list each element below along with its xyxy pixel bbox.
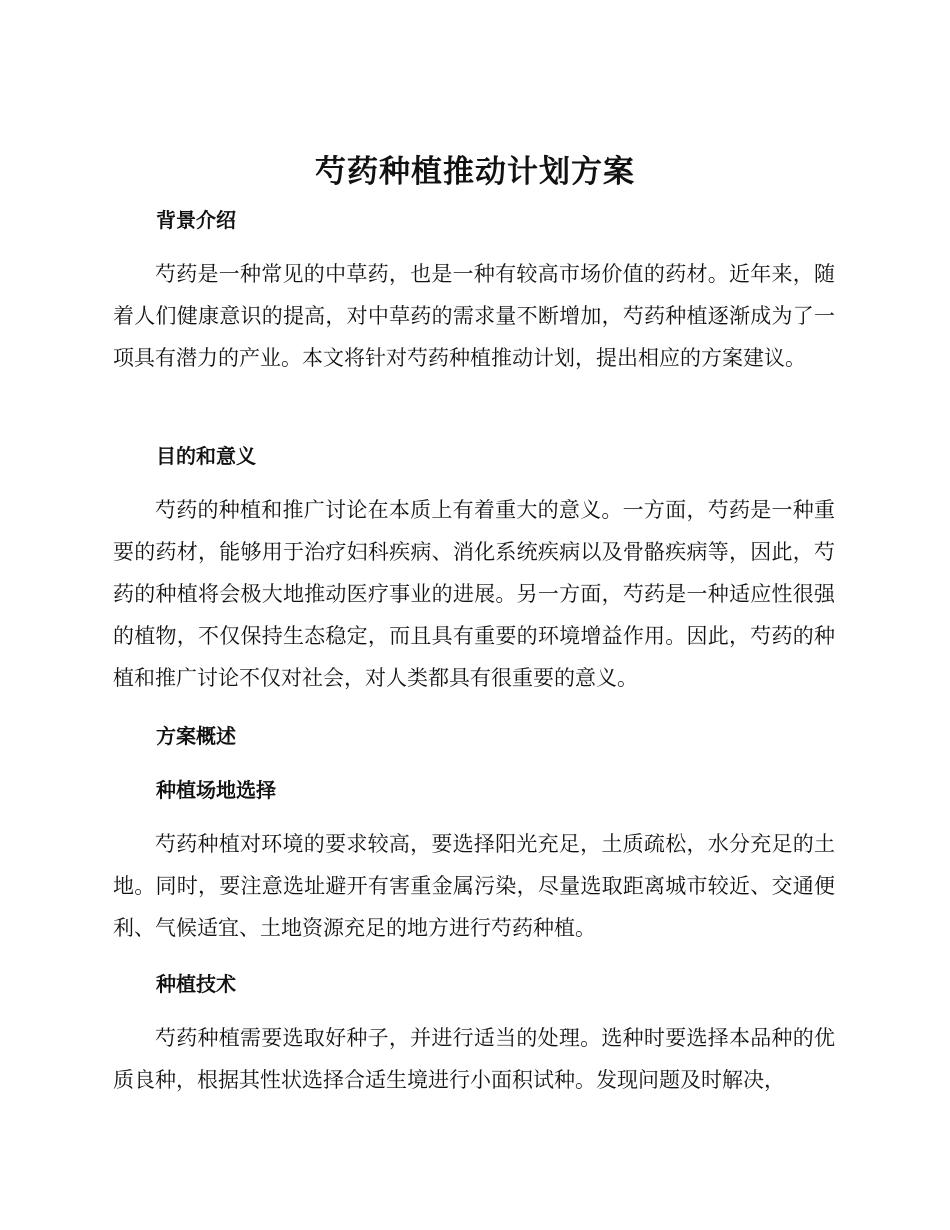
section-paragraph-site-selection: 芍药种植对环境的要求较高，要选择阳光充足，土质疏松，水分充足的土地。同时，要注意选址避开有害重金属污染，尽量选取距离城市较近、交通便利、气候适宜、土地资源充足的地方进行芍药种植。 — [113, 832, 835, 940]
section-heading-background: 背景介绍 — [156, 208, 236, 232]
section-heading-overview: 方案概述 — [156, 724, 236, 748]
section-heading-technique: 种植技术 — [156, 972, 236, 996]
section-paragraph-purpose: 芍药的种植和推广讨论在本质上有着重大的意义。一方面，芍药是一种重要的药材，能够用于治疗妇科疾病、消化系统疾病以及骨骼疾病等，因此，芍药的种植将会极大地推动医疗事业的进展。另一方面，芍药是一种适应性很强的植物，不仅保持生态稳定，而且具有重要的环境增益作用。因此，芍药的种植和推广讨论不仅对社会，对人类都具有很重要的意义。 — [113, 498, 835, 690]
document-title: 芍药种植推动计划方案 — [315, 154, 635, 190]
section-heading-site-selection: 种植场地选择 — [156, 778, 276, 802]
section-heading-purpose: 目的和意义 — [156, 444, 256, 468]
section-paragraph-technique: 芍药种植需要选取好种子，并进行适当的处理。选种时要选择本品种的优质良种，根据其性状选择合适生境进行小面积试种。发现问题及时解决， — [113, 1026, 835, 1092]
section-paragraph-background: 芍药是一种常见的中草药，也是一种有较高市场价值的药材。近年来，随着人们健康意识的提高，对中草药的需求量不断增加，芍药种植逐渐成为了一项具有潜力的产业。本文将针对芍药种植推动计划，提出相应的方案建议。 — [113, 262, 835, 370]
